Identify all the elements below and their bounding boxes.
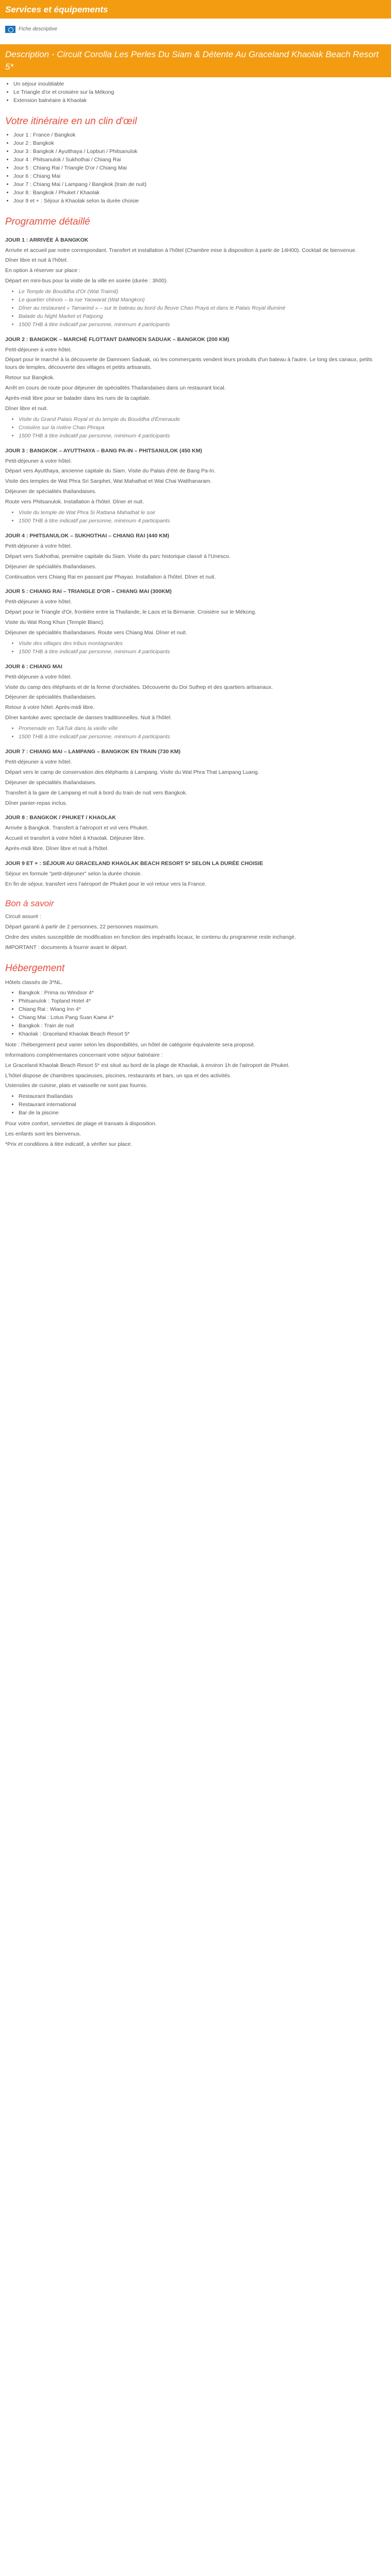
paragraph: Ustensiles de cuisine, plats et vaisselle ne sont pas fournis. (5, 1082, 148, 1089)
options-list (5, 725, 386, 741)
paragraph: En option à réserver sur place : (5, 267, 80, 274)
list-item: • 1500 THB à titre indicatif par personne, minimum 4 participants (19, 648, 386, 656)
day-title: JOUR 7 : CHIANG MAI – LAMPANG – BANGKOK EN TRAIN (730 KM) (5, 749, 181, 755)
paragraph: Déjeuner de spécialités thaïlandaises. (5, 694, 96, 701)
list-item: • 1500 THB à titre indicatif par personne, minimum 4 participants (19, 432, 386, 440)
paragraph: Les enfants sont les bienvenus. (5, 1131, 82, 1137)
paragraph: Départ pour le marché à la découverte de Damnoen Saduak, où les commerçants vendent leurs produits d'un bateau à l'autre. Le long des canaux, petits tours de temples, découverte des villages et petits artisanats. (5, 357, 373, 371)
itinerary-summary-list (0, 131, 391, 205)
list-item: • Bangkok : Train de nuit (19, 1022, 386, 1030)
options-list (5, 416, 386, 440)
day-title: JOUR 4 : PHITSANULOK – SUKHOTHAI – CHIANG RAI (440 KM) (5, 532, 169, 539)
paragraph: Départ vers Ayutthaya, ancienne capitale du Siam. Visite du Palais d'été de Bang Pa-In. (5, 468, 216, 474)
paragraph: Ordre des visites susceptible de modification en fonction des impératifs locaux, le contenu du programme reste inchangé. (5, 934, 296, 940)
paragraph: Pour votre confort, serviettes de plage et transats à disposition. (5, 1121, 157, 1127)
paragraph: Note : l'hébergement peut varier selon les disponibilités, un hôtel de catégorie équivalente sera proposé. (5, 1041, 255, 1048)
paragraph: Séjour en formule "petit-déjeuner" selon la durée choisie. (5, 870, 142, 877)
list-item: • Jour 3 : Bangkok / Ayutthaya / Lopburi / Phitsanulok (13, 148, 391, 156)
day-title: JOUR 2 : BANGKOK – MARCHÉ FLOTTANT DAMNOEN SADUAK – BANGKOK (200 KM) (5, 336, 230, 343)
paragraph: Visite du camp des éléphants et de la ferme d'orchidées. Découverte du Doi Suthep et des quartiers artisanaux. (5, 684, 273, 690)
list-item: • Jour 4 : Phitsanulok / Sukhothai / Chiang Rai (13, 156, 391, 164)
paragraph: Départ vers le camp de conservation des éléphants à Lampang. Visite du Wat Phra That Lampang Luang. (5, 769, 259, 775)
paragraph: Route vers Phitsanulok. Installation à l'hôtel. Dîner et nuit. (5, 499, 144, 505)
list-item: • Jour 7 : Chiang Mai / Lampang / Bangkok (train de nuit) (13, 181, 391, 189)
paragraph: Petit-déjeuner à votre hôtel. (5, 599, 72, 605)
list-item: • Dîner au restaurant « Tamarind » – sur le bateau au bord du fleuve Chao Praya et dans le Palais Royal illuminé (19, 304, 386, 312)
program-title: Programme détaillé (5, 216, 90, 227)
list-item: • Un séjour inoubliable (13, 80, 391, 88)
list-item: • Visite des villages des tribus montagnardes (19, 640, 386, 648)
paragraph: Continuation vers Chiang Rai en passant par Phayao. Installation à l'hôtel. Dîner et nuit. (5, 573, 216, 580)
options-list (5, 288, 386, 329)
download-icon (5, 26, 15, 33)
paragraph: Départ en mini-bus pour la visite de la ville en soirée (durée : 3h00). (5, 278, 168, 284)
paragraph: Hôtels classés de 3*NL. (5, 979, 63, 986)
paragraph: L'hôtel dispose de chambres spacieuses, piscines, restaurants et bars, un spa et des activités. (5, 1072, 232, 1079)
paragraph: En fin de séjour, transfert vers l'aéroport de Phuket pour le vol retour vers la France. (5, 880, 207, 887)
day-title: JOUR 6 : CHIANG MAI (5, 663, 62, 670)
list-item: • Phitsanulok : Topland Hotel 4* (19, 997, 386, 1005)
hotels-section (0, 979, 391, 1148)
good-to-know-section (0, 913, 391, 952)
paragraph: *Prix et conditions à titre indicatif, à vérifier sur place. (5, 1141, 133, 1147)
options-list (5, 509, 386, 525)
services-header[interactable]: Services et équipements (0, 0, 391, 19)
list-item: • Croisière sur la rivière Chao Phraya (19, 424, 386, 432)
paragraph: Dîner libre et nuit. (5, 405, 48, 412)
day-title: JOUR 1 : ARRIVÉE À BANGKOK (5, 236, 89, 243)
day-title: JOUR 5 : CHIANG RAI – TRIANGLE D'OR – CHIANG MAI (300KM) (5, 588, 172, 595)
paragraph: Accueil et transfert à votre hôtel à Khaolak. Déjeuner libre. (5, 835, 145, 842)
paragraph: Déjeuner de spécialités thaïlandaises. (5, 488, 96, 495)
paragraph: Arrêt en cours de route pour déjeuner de spécialités Thaïlandaises dans un restaurant local. (5, 385, 226, 392)
paragraph: Déjeuner de spécialités thaïlandaises. (5, 779, 96, 786)
paragraph: Après-midi libre. Dîner libre et nuit à l'hôtel. (5, 845, 109, 852)
paragraph: Le Graceland Khaolak Beach Resort 5* est situé au bord de la plage de Khaolak, à environ 1h de l'aéroport de Phuket. (5, 1062, 290, 1069)
good-to-know-title: Bon à savoir (5, 898, 54, 908)
list-item: • Balade du Night Market et Patpong (19, 313, 386, 320)
paragraph: Petit-déjeuner à votre hôtel. (5, 457, 72, 464)
list-item: • Jour 2 : Bangkok (13, 140, 391, 147)
list-item: • 1500 THB à titre indicatif par personne, minimum 4 participants (19, 517, 386, 525)
list-item: • Bangkok : Prima ou Windsor 4* (19, 989, 386, 997)
paragraph: Départ vers Sukhothai, première capitale du Siam. Visite du parc historique classé à l'Unesco. (5, 553, 231, 560)
day-title: JOUR 8 : BANGKOK / PHUKET / KHAOLAK (5, 815, 116, 821)
list-item: • Jour 1 : France / Bangkok (13, 131, 391, 139)
paragraph: Départ garanti à partir de 2 personnes, 22 personnes maximum. (5, 923, 159, 930)
list-item: • Le quartier chinois – la rue Yaowarat (Wat Mangkon) (19, 296, 386, 304)
description-title: Description - Circuit Corolla Les Perles Du Siam & Détente Au Graceland Khaolak Beach Resort 5* (0, 44, 391, 77)
paragraph: Arrivée à Bangkok. Transfert à l'aéroport et vol vers Phuket. (5, 825, 149, 832)
list-item: • Le Temple de Bouddha d'Or (Wat Traimit) (19, 288, 386, 296)
list-item: • Le Triangle d'or et croisière sur la Mékong (13, 89, 391, 96)
paragraph: Dîner panier-repas inclus. (5, 800, 68, 806)
list-item: • Chiang Rai : Wiang Inn 4* (19, 1006, 386, 1013)
paragraph: Retour à votre hôtel. Après-midi libre. (5, 704, 95, 711)
options-list (5, 640, 386, 656)
paragraph: Départ pour le Triangle d'Or, frontière entre la Thaïlande, le Laos et la Birmanie. Croisière sur le Mékong. (5, 609, 256, 616)
list-item: • 1500 THB à titre indicatif par personne, minimum 4 participants (19, 733, 386, 741)
list-item: • Chiang Mai : Lotus Pang Suan Kaew 4* (19, 1014, 386, 1022)
list-item: • Jour 9 et + : Séjour à Khaolak selon la durée choisie (13, 197, 391, 205)
program-section (0, 236, 391, 888)
list-item: • Jour 8 : Bangkok / Phuket / Khaolak (13, 189, 391, 197)
download-label: Fiche descriptive (19, 26, 58, 32)
paragraph: Petit-déjeuner à votre hôtel. (5, 758, 72, 765)
paragraph: IMPORTANT : documents à fournir avant le départ. (5, 944, 128, 951)
list-item: • Bar de la piscine (19, 1109, 386, 1117)
day-title: JOUR 9 ET + : SÉJOUR AU GRACELAND KHAOLAK BEACH RESORT 5* SELON LA DURÉE CHOISIE (5, 860, 264, 867)
paragraph: Petit-déjeuner à votre hôtel. (5, 543, 72, 549)
paragraph: Après-midi libre pour se balader dans les rues de la capitale. (5, 395, 151, 402)
description-bullets (0, 80, 391, 105)
list-item: • Visite du Grand Palais Royal et du temple du Bouddha d'Émeraude (19, 416, 386, 423)
paragraph: Transfert à la gare de Lampang et nuit à bord du train de nuit vers Bangkok. (5, 789, 187, 796)
paragraph: Dîner libre et nuit à l'hôtel. (5, 257, 68, 264)
paragraph: Circuit assuré : (5, 913, 42, 920)
paragraph: Visite des temples de Wat Phra Sri Sanphet, Wat Mahathat et Wat Chai Watthanaram. (5, 478, 212, 485)
list-item: • Khaolak : Graceland Khaolak Beach Resort 5* (19, 1030, 386, 1038)
paragraph: Arrivée et accueil par notre correspondant. Transfert et installation à l'hôtel (Chambre mise à disposition à partir de 14H00). Cocktail de bienvenue. (5, 247, 357, 253)
paragraph: Petit-déjeuner à votre hôtel. (5, 673, 72, 680)
paragraph: Déjeuner de spécialités thaïlandaises. Route vers Chiang Mai. Dîner et nuit. (5, 630, 187, 636)
list-item: • Jour 6 : Chiang Mai (13, 173, 391, 180)
paragraph: Petit-déjeuner à votre hôtel. (5, 346, 72, 353)
list-item: • Visite du temple de Wat Phra Si Rattana Mahathat le soir (19, 509, 386, 517)
hotels-title: Hébergement (5, 962, 65, 974)
list-item: • Restaurant international (19, 1101, 386, 1109)
paragraph: Déjeuner de spécialités thaïlandaises. (5, 563, 96, 570)
paragraph: Visite du Wat Rong Khun (Temple Blanc). (5, 619, 105, 626)
download-link[interactable] (5, 26, 391, 33)
hotel-list (5, 989, 386, 1038)
itinerary-summary-title: Votre itinéraire en un clin d'œil (5, 115, 137, 127)
list-item: • Promenade en TukTuk dans la vieille ville (19, 725, 386, 733)
paragraph: Dîner kantoke avec spectacle de danses traditionnelles. Nuit à l'hôtel. (5, 715, 172, 721)
list-item: • Jour 5 : Chiang Rai / Triangle D'or / Chiang Mai (13, 164, 391, 172)
list-item: • 1500 THB à titre indicatif par personne, minimum 4 participants (19, 321, 386, 329)
paragraph: Retour sur Bangkok. (5, 375, 55, 381)
list-item: • Extension balnéaire à Khaolak (13, 97, 391, 105)
restaurant-list (5, 1093, 386, 1117)
day-title: JOUR 3 : BANGKOK – AYUTTHAYA – BANG PA-IN – PHITSANULOK (450 KM) (5, 447, 202, 454)
list-item: • Restaurant thaïlandais (19, 1093, 386, 1100)
paragraph: Informations complémentaires concernant votre séjour balnéaire : (5, 1052, 163, 1058)
